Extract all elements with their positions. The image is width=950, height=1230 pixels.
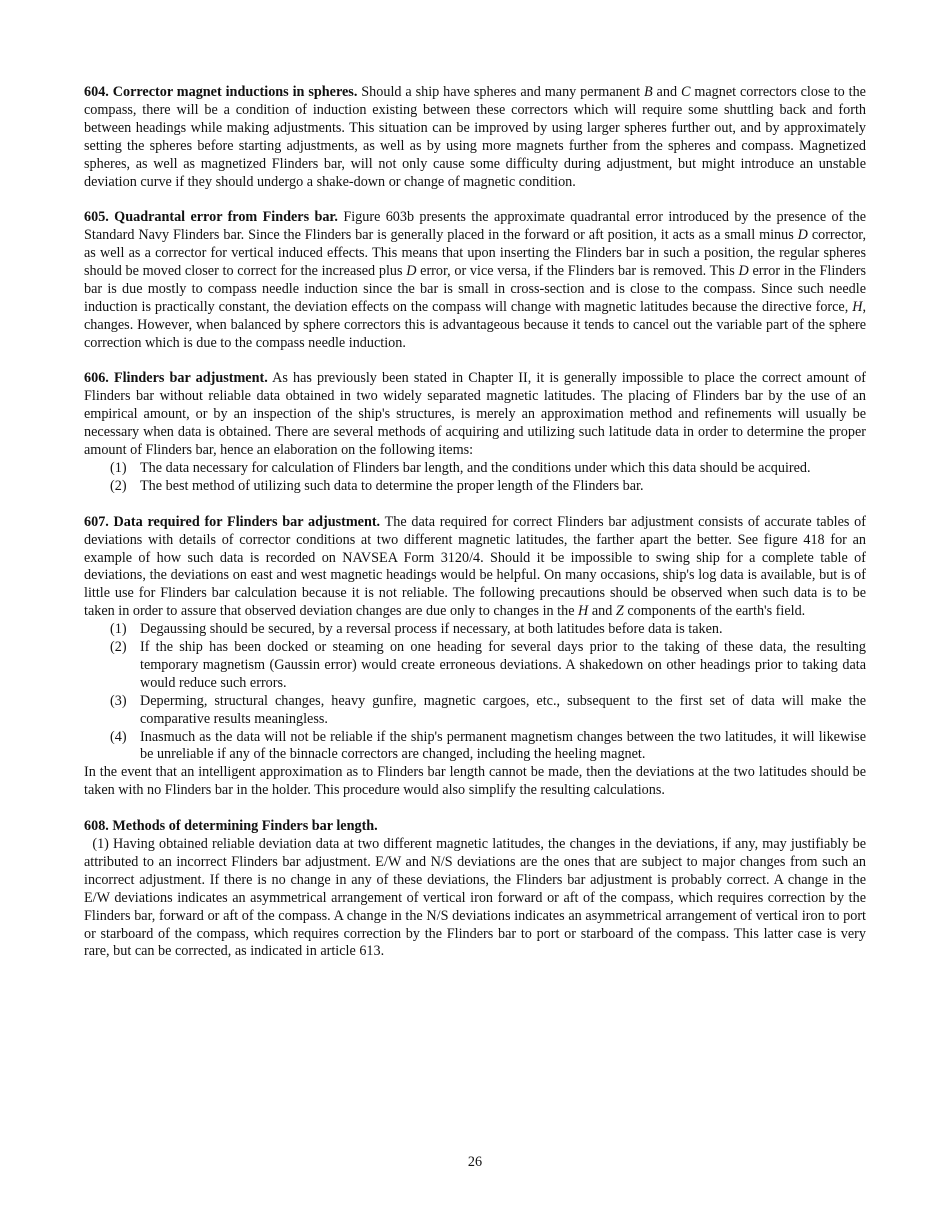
page-number: 26 <box>467 1154 483 1170</box>
italic-text: D <box>406 263 417 280</box>
section <box>84 514 866 801</box>
paragraph <box>84 209 866 352</box>
paragraph <box>84 84 866 191</box>
text-run: , changes. However, when balanced by sphere correctors this is advantageous because it tends to cancel out the variable part of the sphere correction which is due to the compass needle induction. <box>84 298 866 351</box>
text-run: and <box>588 603 616 620</box>
section-heading: 605. Quadrantal error from Finders bar. <box>84 209 338 226</box>
numbered-list <box>84 621 866 764</box>
italic-text: H <box>852 298 863 315</box>
list-item <box>84 460 866 478</box>
text-run: magnet correctors close to the compass, there will be a condition of induction existing between these correctors which will require some shuttling back and forth between headings while making adjustments. This situation can be improved by using larger spheres further out, and by approximately setting the spheres before starting adjustments, as well as by using more magnets further from the spheres and compass. Magnetized spheres, as well as magnetized Flinders bar, will not only cause some difficulty during adjustment, but might introduce an unstable deviation curve if they should undergo a shake-down or change of magnetic condition. <box>84 84 866 190</box>
text-run: Figure 603b presents the approximate quadrantal error introduced by the presence of the Standard Navy Flinders bar. Since the Flinders bar is generally placed in the forward or aft position, it acts as a small minus <box>84 209 866 244</box>
paragraph <box>84 370 866 460</box>
text-run: and <box>652 84 681 100</box>
list-item-number: (2) <box>110 477 127 494</box>
section <box>84 209 866 352</box>
section <box>84 84 866 191</box>
section-heading: 604. Corrector magnet inductions in spheres. <box>84 84 358 100</box>
italic-text: C <box>680 84 691 100</box>
text-run: In the event that an intelligent approximation as to Flinders bar length cannot be made, then the deviations at the two latitudes should be taken with no Flinders bar in the holder. This procedure would also simplify the resulting calculations. <box>84 764 866 799</box>
paragraph <box>84 836 866 961</box>
text-run: Inasmuch as the data will not be reliable if the ship's permanent magnetism changes between the two latitudes, it will likewise be unreliable if any of the binnacle correctors are changed, including the heeling magnet. <box>140 728 866 763</box>
list-item-number: (3) <box>110 692 127 709</box>
document-page <box>84 84 866 979</box>
text-run: components of the earth's field. <box>623 603 806 620</box>
paragraph <box>84 514 866 621</box>
text-run: Deperming, structural changes, heavy gunfire, magnetic cargoes, etc., subsequent to the first set of data will make the comparative results meaningless. <box>140 692 866 727</box>
text-run: Should a ship have spheres and many permanent <box>357 84 644 100</box>
list-item-number: (1) <box>110 621 127 638</box>
italic-text: D <box>738 263 749 280</box>
text-run: As has previously been stated in Chapter II, it is generally impossible to place the correct amount of Flinders bar without reliable data obtained in two widely separated magnetic latitudes. The placing of Flinders bar by the use of an empirical amount, or by an inspection of the ship's structures, is merely an approximation method and refinements will usually be necessary when data is obtained. There are several methods of acquiring and utilizing such latitude data in order to determine the proper amount of Flinders bar, hence an elaboration on the following items: <box>84 370 867 459</box>
numbered-list <box>84 460 866 496</box>
section-heading: 606. Flinders bar adjustment. <box>84 370 268 387</box>
italic-text: D <box>797 227 808 244</box>
section-heading: 608. Methods of determining Finders bar length. <box>84 818 378 835</box>
section-heading: 607. Data required for Flinders bar adjustment. <box>84 513 381 530</box>
text-run: The data necessary for calculation of Flinders bar length, and the conditions under which this data should be acquired. <box>140 460 811 476</box>
list-item-number: (4) <box>110 728 127 745</box>
italic-text: H <box>578 603 589 620</box>
paragraph <box>84 764 866 800</box>
italic-text: B <box>643 84 653 100</box>
text-run: corrector, as well as a corrector for vertical induced effects. This means that upon inserting the Flinders bar in such a position, the regular spheres should be moved closer to correct for the increased plus <box>84 227 866 280</box>
list-item <box>84 729 866 765</box>
list-item-number: (2) <box>110 639 127 656</box>
section-heading-line <box>84 818 866 836</box>
text-run: (1) Having obtained reliable deviation data at two different magnetic latitudes, the changes in the deviations, if any, may justifiably be attributed to an incorrect Flinders bar adjustment. E/W and N/S deviations are the ones that are subject to major changes from such an incorrect adjustment. If there is no change in any of these deviations, the Flinders bar adjustment is probably correct. A change in the E/W deviations indicates an asymmetrical arrangement of vertical iron forward or aft of the compass, which requires correction by the Flinders bar, forward or aft of the compass. A change in the N/S deviations indicates an asymmetrical arrangement of vertical iron to port or starboard of the compass, which requires correction by the Flinders bar to port or starboard of the compass. This latter case is very rare, but can be corrected, as indicated in article 613. <box>84 836 866 960</box>
section <box>84 370 866 495</box>
text-run: If the ship has been docked or steaming on one heading for several days prior to the taking of these data, the resulting temporary magnetism (Gaussin error) would create erroneous deviations. A shakedown on other headings prior to taking data would reduce such errors. <box>140 639 866 691</box>
list-item <box>84 621 866 639</box>
text-run: The data required for correct Flinders bar adjustment consists of accurate tables of deviations with details of corrector conditions at two different magnetic latitudes, the farther apart the better. See figure 418 for an example of how such data is recorded on NAVSEA Form 3120/4. Should it be impossible to swing ship for a complete table of deviations, the deviations on east and west magnetic headings would be helpful. On many occasions, ship's log data is available, but is of little use for Flinders bar calculation because it is not reliable. The following precautions should be observed when such data is to be taken in order to assure that observed deviation changes are due only to changes in the <box>84 513 866 620</box>
section <box>84 818 866 961</box>
list-item <box>84 639 866 693</box>
list-item <box>84 478 866 496</box>
list-item <box>84 693 866 729</box>
text-run: error, or vice versa, if the Flinders bar is removed. This <box>416 263 739 280</box>
text-run: error in the Flinders bar is due mostly to compass needle induction since the bar is small in cross-section and is close to the compass. Since such needle induction is practically constant, the deviation effects on the compass will change with magnetic latitudes because the directive force, <box>84 263 867 315</box>
italic-text: Z <box>615 603 624 620</box>
text-run: The best method of utilizing such data to determine the proper length of the Flinders bar. <box>140 477 644 494</box>
text-run: Degaussing should be secured, by a reversal process if necessary, at both latitudes before data is taken. <box>140 621 723 638</box>
list-item-number: (1) <box>110 460 127 476</box>
